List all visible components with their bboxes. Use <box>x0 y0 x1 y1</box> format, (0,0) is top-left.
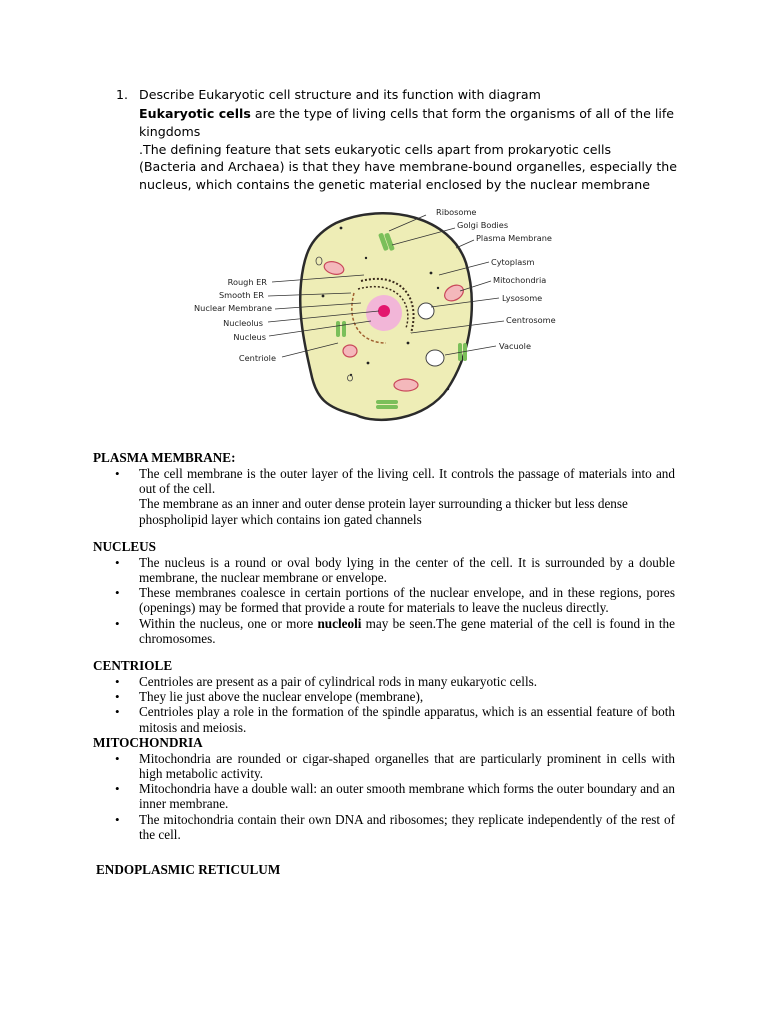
label-nuclear-membrane: Nuclear Membrane <box>194 303 272 313</box>
nucleus-b3-post: may be seen.The gene material of the cell is found in the chromosomes. <box>139 615 675 646</box>
intro-line-3: (Bacteria and Archaea) is that they have membrane-bound organelles, especially the <box>139 159 678 175</box>
list-item: • They lie just above the nuclear envelope (membrane), <box>93 689 675 704</box>
notes-content <box>93 450 675 878</box>
label-nucleus: Nucleus <box>233 332 266 342</box>
list-nucleus <box>93 555 675 646</box>
label-ribosome: Ribosome <box>436 207 477 217</box>
list-item: • Mitochondria are rounded or cigar-shaped organelles that are particularly prominent in cells with high metabolic activity. <box>93 751 675 781</box>
question-line <box>116 87 541 102</box>
heading-nucleus: NUCLEUS <box>93 538 157 554</box>
label-centriole: Centriole <box>238 353 276 363</box>
list-plasma-membrane <box>93 466 675 496</box>
list-item: • Centrioles play a role in the formation of the spindle apparatus, which is an essential feature of both mitosis and meiosis. <box>93 704 675 734</box>
list-item: • These membranes coalesce in certain portions of the nuclear envelope, and in these regions, pores (openings) may be formed that provide a route for materials to leave the nucleus directly. <box>93 585 675 615</box>
label-cytoplasm: Cytoplasm <box>491 257 535 267</box>
label-rough-er: Rough ER <box>227 277 267 287</box>
label-plasma-membrane: Plasma Membrane <box>476 233 552 243</box>
list-item: • The cell membrane is the outer layer of the living cell. It controls the passage of materials into and out of the cell. <box>93 466 675 496</box>
list-mitochondria <box>93 751 675 842</box>
list-item <box>93 616 675 646</box>
plasma-membrane-continuation: The membrane as an inner and outer dense protein layer surrounding a thicker but less dense phospholipid layer which contains ion gated channels <box>139 496 628 527</box>
label-lysosome: Lysosome <box>502 293 543 303</box>
nucleoli-term: nucleoli <box>317 615 362 631</box>
cell-diagram <box>186 203 566 425</box>
nucleus-b3-pre: Within the nucleus, one or more <box>139 615 318 631</box>
label-nucleolus: Nucleolus <box>223 318 263 328</box>
heading-mitochondria: MITOCHONDRIA <box>93 734 203 750</box>
lysosome-shape <box>418 303 434 319</box>
question-text: Describe Eukaryotic cell structure and its function with diagram <box>139 87 541 102</box>
list-item: • The nucleus is a round or oval body lying in the center of the cell. It is surrounded by a double membrane, the nuclear membrane or envelope. <box>93 555 675 585</box>
list-centriole <box>93 674 675 735</box>
nucleolus-shape <box>378 305 390 317</box>
intro-line-1-rest: are the type of living cells that form the organisms of all of the life kingdoms <box>139 106 675 139</box>
intro-paragraph <box>139 105 699 194</box>
list-item: • Mitochondria have a double wall: an outer smooth membrane which forms the outer boundary and an inner membrane. <box>93 781 675 811</box>
label-smooth-er: Smooth ER <box>218 290 264 300</box>
label-golgi-bodies: Golgi Bodies <box>457 220 509 230</box>
list-item: • Centrioles are present as a pair of cylindrical rods in many eukaryotic cells. <box>93 674 675 689</box>
label-centrosome: Centrosome <box>506 315 556 325</box>
intro-bold-term: Eukaryotic cells <box>139 106 251 121</box>
intro-line-1 <box>139 105 699 141</box>
heading-plasma-membrane: PLASMA MEMBRANE: <box>93 450 236 465</box>
intro-line-4: nucleus, which contains the genetic material enclosed by the nuclear membrane <box>139 177 650 193</box>
heading-centriole: CENTRIOLE <box>93 658 173 674</box>
question-number: 1. <box>116 87 129 102</box>
intro-line-2: .The defining feature that sets eukaryotic cells apart from prokaryotic cells <box>139 141 612 157</box>
vacuole-shape <box>426 350 444 366</box>
label-vacuole: Vacuole <box>499 341 531 351</box>
heading-endoplasmic-reticulum: ENDOPLASMIC RETICULUM <box>96 862 281 878</box>
list-item: • The mitochondria contain their own DNA and ribosomes; they replicate independently of the rest of the cell. <box>93 812 675 842</box>
label-mitochondria: Mitochondria <box>493 275 547 285</box>
